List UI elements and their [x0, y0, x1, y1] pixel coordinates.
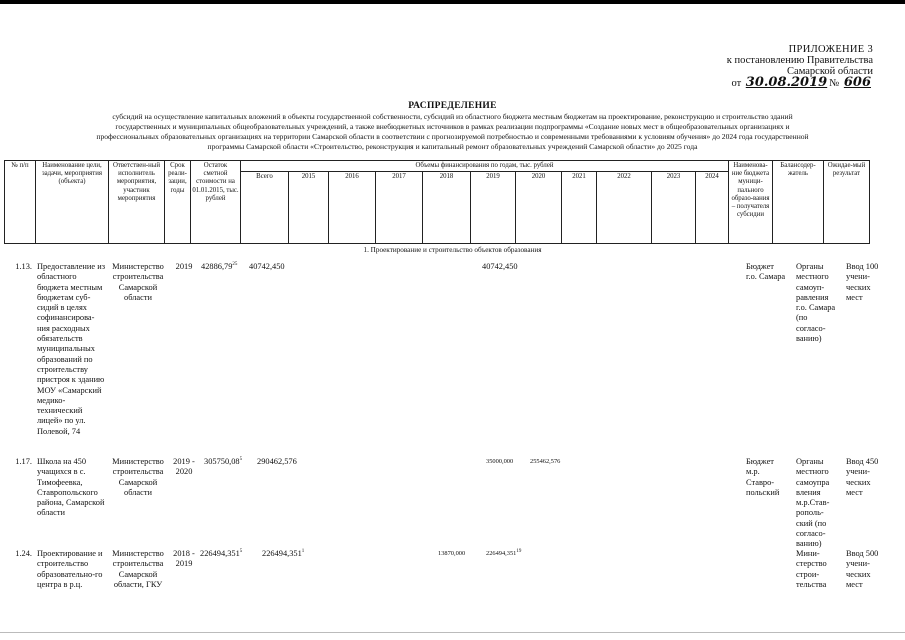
row-budget: Мини-стерство строи-тельства [796, 549, 827, 589]
row-holder: Органы местного самоуп-равления г.о. Самара (по согласо-ванию) [796, 262, 836, 344]
row-term: 2019 - 2020 [173, 457, 195, 477]
row-term: 2018 - 2019 [173, 549, 195, 569]
row-remainder: 226494,351$^5$ [200, 549, 243, 558]
header-year: 2023 [652, 172, 696, 244]
row-expected: Ввод 100 учени-ческих мест [846, 262, 879, 302]
header-year: 2021 [562, 172, 597, 244]
header-year: 2020 [516, 172, 562, 244]
header-funding: Объемы финансирования по годам, тыс. рублей [241, 161, 729, 172]
row-expected: Ввод 450 учени-ческих мест [846, 457, 879, 497]
top-border [0, 0, 905, 4]
page-bottom-edge [0, 632, 905, 633]
subtitle-line: государственных и муниципальных общеобразовательных учреждений, а также внебюджетных источников в рамках реализации подпрограммы «Создание новых мест в общеобразовательных организациях и [115, 122, 790, 131]
header-year: Всего [241, 172, 289, 244]
header-expected: Ожидае-мый результат [824, 161, 870, 244]
document-subtitle [0, 112, 905, 152]
header-term: Срок реали-зации, годы [165, 161, 191, 244]
section-title: 1. Проектирование и строительство объектов образования [363, 246, 542, 254]
row-2020: 255462,576 [530, 458, 561, 465]
row-holder: Органы местного самоупра вления м.р.Став-рополь-ский (по согласо-ванию) [796, 457, 830, 549]
row-budget: Бюджет г.о. Самара [746, 262, 786, 282]
subtitle-line: программы Самарской области «Строительство, реконструкция и капитальный ремонт образовательных учреждений Самарской области» до 2025 года [207, 142, 698, 151]
row-responsible: Министерство строительства Самарской области [112, 457, 164, 497]
appendix-block [727, 44, 873, 89]
header-responsible: Ответствен-ный исполнитель мероприятия, участник мероприятия [109, 161, 165, 244]
row-remainder: 305750,08$^5$ [204, 457, 243, 466]
row-remainder: 42886,79$^{25}$ [201, 262, 238, 271]
row-name: Предоставление из областного бюджета местным бюджетам суб-сидий в целях софинансирова-ния расходных обязательств муниципальных образований по строительству пристроя к зданию МОУ «Самарский медико-технический лицей» по ул. Полевой, 74 [37, 262, 106, 436]
row-term: 2019 [175, 262, 193, 271]
document-title: РАСПРЕДЕЛЕНИЕ [408, 101, 497, 111]
row-2019: 40742,450 [482, 262, 518, 271]
header-remainder: Остаток сметной стоимости на 01.01.2015, тыс. рублей [191, 161, 241, 244]
header-year: 2024 [696, 172, 729, 244]
number-sign: № [829, 78, 840, 89]
appendix-line: Самарской области [787, 66, 873, 77]
row-2018: 13870,000 [438, 550, 466, 557]
row-2019: 35000,000 [486, 458, 514, 465]
row-num: 1.24. [15, 549, 32, 558]
header-year: 2015 [289, 172, 329, 244]
date-prefix: от [731, 78, 742, 89]
appendix-date-line [727, 77, 873, 89]
header-holder: Балансодер-жатель [773, 161, 824, 244]
row-total: 40742,450 [249, 262, 285, 271]
row-num: 1.13. [15, 262, 32, 271]
header-year: 2019 [471, 172, 516, 244]
header-name: Наименование цели, задачи, мероприятия (объекта) [36, 161, 109, 244]
header-year: 2017 [376, 172, 423, 244]
appendix-line: к постановлению Правительства [726, 55, 873, 66]
row-expected: Ввод 500 учени-ческих мест [846, 549, 879, 589]
row-name: Проектирование и строительство образовательно-го центра в р.ц. [37, 549, 103, 589]
subtitle-line: профессиональных образовательных организациях на территории Самарской области в соответствии с прогнозируемой потребностью и современными требованиями к условиям обучения» до 2024 года государственной [96, 132, 809, 141]
header-budget-name: Наименова-ние бюджета муници-пального образо-вания – получателя субсидии [729, 161, 773, 244]
header-year: 2018 [423, 172, 471, 244]
row-name: Школа на 450 учащихся в с. Тимофеевка, Ставропольского района, Самарской области [37, 457, 105, 518]
row-responsible: Министерство строительства Самарской области [112, 262, 164, 302]
row-responsible: Министерство строительства Самарской области, ГКУ [112, 549, 164, 589]
appendix-title: ПРИЛОЖЕНИЕ 3 [788, 44, 873, 55]
row-budget: Бюджет м.р. Ставро-польский [746, 457, 780, 497]
row-2019: 226494,351$^{19}$ [486, 549, 522, 557]
subtitle-line: субсидий на осуществление капитальных вложений в объекты государственной собственности, субсидий из областного бюджета местным бюджетам на проектирование, реконструкцию и строительство зданий [112, 112, 793, 121]
row-num: 1.17. [15, 457, 32, 466]
handwritten-number: 606 [843, 75, 871, 90]
row-total: 290462,576 [257, 457, 297, 466]
handwritten-date: 30.08.2019 [745, 75, 828, 90]
table-header [4, 160, 870, 244]
header-year: 2016 [329, 172, 376, 244]
header-year: 2022 [597, 172, 652, 244]
row-total: 226494,351$^1$ [262, 549, 305, 558]
header-num: № п/п [5, 161, 36, 244]
